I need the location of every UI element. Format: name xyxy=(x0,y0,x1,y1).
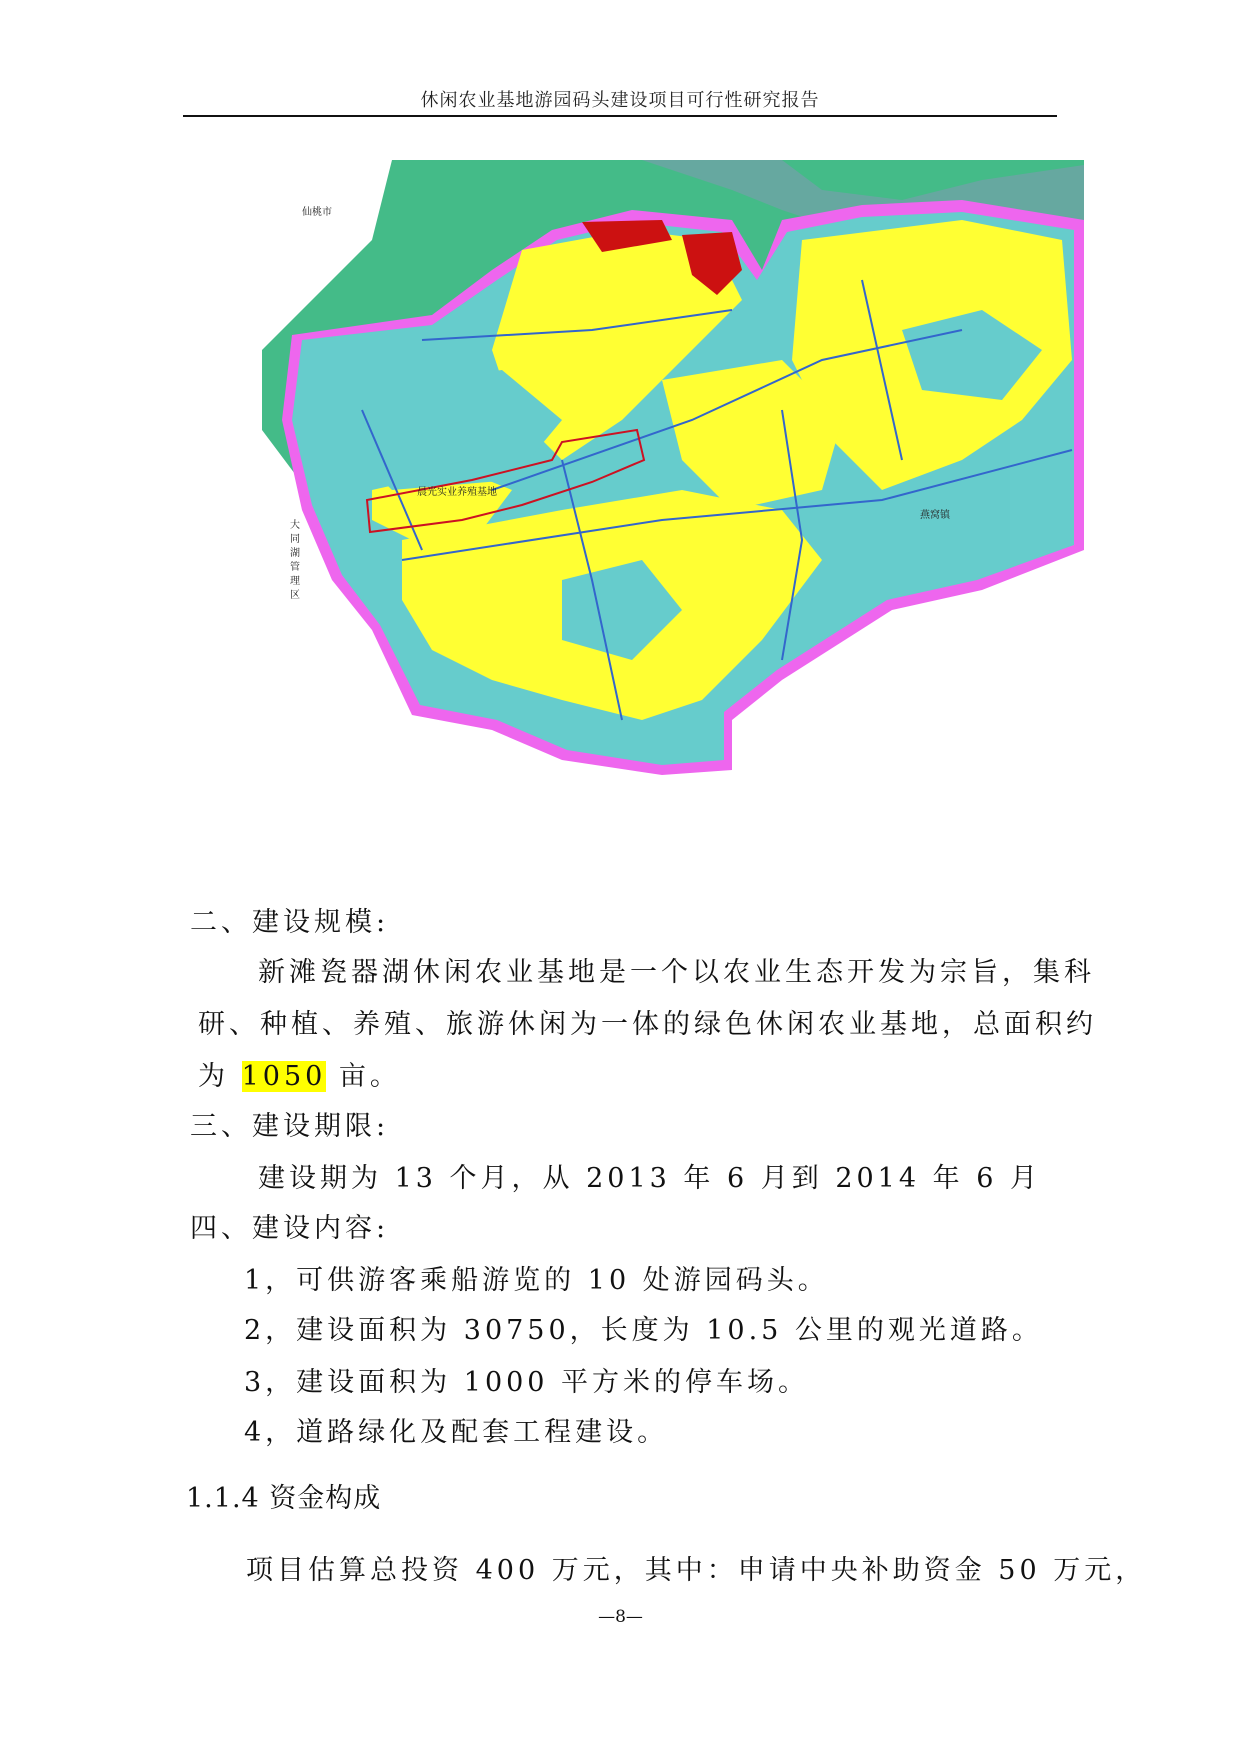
content-item: 1，可供游客乘船游览的 10 处游园码头。 xyxy=(244,1265,829,1296)
header-rule xyxy=(183,115,1057,117)
scale-para-line2: 研、种植、养殖、旅游休闲为一体的绿色休闲农业基地，总面积约 xyxy=(198,1009,1097,1040)
period-text: 建设期为 13 个月，从 2013 年 6 月到 2014 年 6 月 xyxy=(258,1163,1041,1194)
svg-text:大: 大 xyxy=(290,520,300,531)
heading-content: 四、建设内容: xyxy=(190,1213,390,1244)
page-header: 休闲农业基地游园码头建设项目可行性研究报告 xyxy=(420,90,820,111)
scale-para-line3: 为 1050 亩。 xyxy=(198,1061,401,1092)
svg-text:理: 理 xyxy=(290,576,300,587)
content-item: 2，建设面积为 30750，长度为 10.5 公里的观光道路。 xyxy=(244,1315,1043,1346)
heading-funding: 1.1.4 资金构成 xyxy=(186,1483,382,1514)
svg-text:管: 管 xyxy=(290,562,300,573)
funding-text: 项目估算总投资 400 万元，其中：申请中央补助资金 50 万元， xyxy=(246,1555,1147,1586)
svg-text:同: 同 xyxy=(290,534,300,545)
heading-scale: 二、建设规模: xyxy=(190,907,390,938)
svg-text:区: 区 xyxy=(290,590,300,601)
label-xiantao: 仙桃市 xyxy=(302,207,332,218)
heading-period: 三、建设期限: xyxy=(190,1111,390,1142)
scale-para-line1: 新滩瓷器湖休闲农业基地是一个以农业生态开发为宗旨，集科 xyxy=(258,957,1095,988)
content-item: 3，建设面积为 1000 平方米的停车场。 xyxy=(244,1367,810,1398)
page-number: —8— xyxy=(598,1607,643,1627)
label-base: 晨光实业养殖基地 xyxy=(417,487,497,498)
svg-text:湖: 湖 xyxy=(290,548,300,559)
land-use-map xyxy=(262,160,1084,820)
label-yanwo: 燕窝镇 xyxy=(920,510,950,521)
content-item: 4，道路绿化及配套工程建设。 xyxy=(244,1417,669,1448)
area-highlight: 1050 xyxy=(241,1061,327,1092)
